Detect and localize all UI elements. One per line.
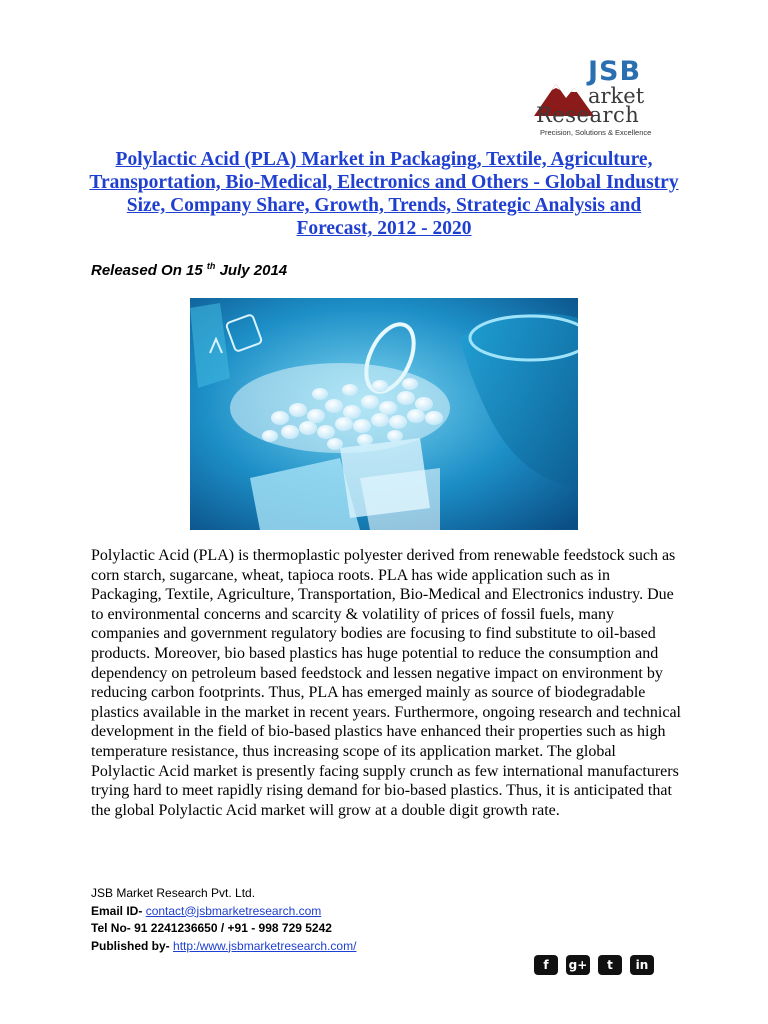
company-name: JSB Market Research Pvt. Ltd. (91, 886, 256, 900)
logo-jsb: JSB (588, 56, 642, 87)
facebook-icon[interactable]: f (534, 955, 558, 975)
release-prefix: Released On 15 (91, 262, 203, 279)
release-date (91, 261, 287, 279)
pla-pellets-photo (190, 298, 578, 530)
email-link[interactable]: contact@jsbmarketresearch.com (145, 903, 322, 918)
logo-tagline: Precision, Solutions & Excellence (540, 128, 652, 137)
google-plus-icon[interactable]: g+ (566, 955, 590, 975)
release-sup: th (206, 261, 216, 271)
published-line (91, 938, 356, 956)
report-title[interactable]: Polylactic Acid (PLA) Market in Packaging, Textile, Agriculture, Transportation, Bio-Medical, Electronics and Others - Global Industry Size, Company Share, Growth, Trends, Strategic Analysis and Forecast, 2012 - 2020 (89, 149, 679, 239)
email-line (91, 903, 356, 921)
logo-research: Research (536, 103, 640, 127)
email-label: Email ID- (91, 903, 146, 918)
website-link[interactable]: http:/www.jsbmarketresearch.com/ (173, 938, 357, 953)
tel-line: Tel No- 91 2241236650 / +91 - 998 729 5242 (91, 921, 332, 935)
social-icons (534, 955, 654, 975)
twitter-icon[interactable]: t (598, 955, 622, 975)
contact-footer (91, 885, 356, 955)
published-label: Published by- (91, 938, 174, 953)
release-suffix: July 2014 (215, 262, 288, 279)
body-paragraph: Polylactic Acid (PLA) is thermoplastic polyester derived from renewable feedstock such as corn starch, sugarcane, wheat, tapioca roots. PLA has wide application such as in Packaging, Textile, Agriculture, Transportation, Bio-Medical and Electronics industry. Due to environmental concerns and scarcity & volatility of prices of fossil fuels, many companies and government regulatory bodies are focusing to find substitute to oil-based products. Moreover, bio based plastics has huge potential to reduce the consumption and dependency on petroleum based feedstock and lessen negative impact on environment by reducing carbon footprints. Thus, PLA has emerged mainly as source of biodegradable plastics available in the market in recent years. Furthermore, ongoing research and technical development in the field of bio-based plastics have enhanced their properties such as high temperature resistance, thus increasing scope of its application market. The global Polylactic Acid market is presently facing supply crunch as few international manufacturers trying hard to meet rapidly rising demand for bio-based plastics. Thus, it is anticipated that the global Polylactic Acid market will grow at a double digit growth rate. (91, 547, 681, 819)
jsb-logo (528, 56, 678, 138)
pla-pellets-image (190, 298, 578, 530)
linkedin-icon[interactable]: in (630, 955, 654, 975)
logo-market: arket (588, 84, 645, 108)
